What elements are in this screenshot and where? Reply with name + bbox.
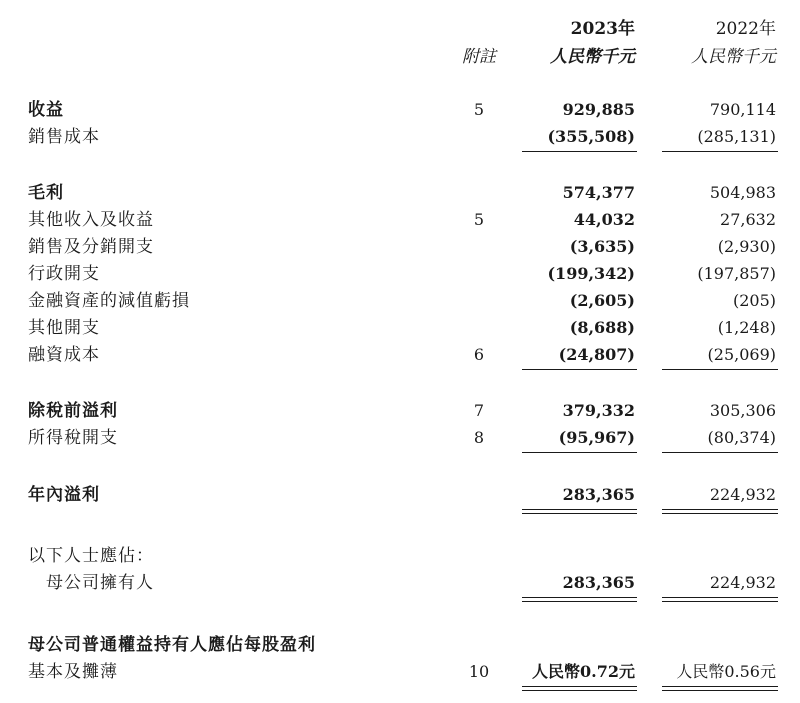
rule-2022-subtotal [662, 151, 778, 152]
row-value-2023-profit-before-tax: 379,332 [562, 401, 635, 420]
row-label-attributable-to: 以下人士應佔： [28, 546, 154, 566]
row-note-revenue: 5 [473, 100, 485, 119]
row-label-gross-profit: 毛利 [28, 183, 64, 203]
row-label-income-tax: 所得稅開支 [28, 428, 118, 448]
row-label-profit-before-tax: 除稅前溢利 [28, 401, 118, 421]
header-currency-2023: 人民幣千元 [550, 47, 635, 67]
rule-2022-subtotal [662, 452, 778, 453]
row-note-other-income: 5 [473, 210, 485, 229]
row-label-finance-costs: 融資成本 [28, 345, 100, 365]
rule-2022-double-top [662, 597, 778, 598]
row-value-2022-eps: 人民幣0.56元 [676, 662, 776, 681]
rule-2023-subtotal [522, 369, 637, 370]
row-label-owners-of-parent: 母公司擁有人 [46, 573, 154, 593]
rule-2022-double-top [662, 509, 778, 510]
rule-2023-double-bottom [522, 601, 637, 602]
row-label-admin-expenses: 行政開支 [28, 264, 100, 284]
row-value-2022-revenue: 790,114 [709, 100, 776, 119]
row-label-cost-of-sales: 銷售成本 [28, 127, 100, 147]
header-year-2022: 2022年 [715, 19, 776, 39]
row-value-2023-impairment: (2,605) [569, 291, 635, 310]
row-value-2023-admin-expenses: (199,342) [547, 264, 635, 283]
rule-2023-subtotal [522, 452, 637, 453]
row-label-selling-expenses: 銷售及分銷開支 [28, 237, 154, 257]
row-value-2022-income-tax: (80,374) [707, 428, 776, 447]
rule-2022-subtotal [662, 369, 778, 370]
row-value-2022-selling-expenses: (2,930) [717, 237, 776, 256]
row-value-2023-other-expenses: (8,688) [569, 318, 635, 337]
row-label-eps-title: 母公司普通權益持有人應佔每股盈利 [28, 635, 316, 655]
row-value-2022-gross-profit: 504,983 [709, 183, 776, 202]
row-value-2023-profit-for-year: 283,365 [562, 485, 635, 504]
row-value-2023-owners-of-parent: 283,365 [562, 573, 635, 592]
row-label-eps-basic-diluted: 基本及攤薄 [28, 662, 118, 682]
row-value-2023-other-income: 44,032 [573, 210, 635, 229]
row-value-2022-finance-costs: (25,069) [707, 345, 776, 364]
row-value-2022-profit-before-tax: 305,306 [709, 401, 776, 420]
rule-2023-double-bottom [522, 513, 637, 514]
row-value-2022-cost-of-sales: (285,131) [697, 127, 776, 146]
row-value-2023-selling-expenses: (3,635) [569, 237, 635, 256]
rule-2022-double-bottom [662, 513, 778, 514]
row-value-2023-gross-profit: 574,377 [562, 183, 635, 202]
header-year-2023: 2023年 [570, 19, 635, 39]
rule-2022-double-bottom [662, 601, 778, 602]
rule-2022-double-bottom [662, 690, 778, 691]
row-value-2023-eps: 人民幣0.72元 [532, 662, 635, 681]
row-value-2022-admin-expenses: (197,857) [697, 264, 776, 283]
header-note: 附註 [462, 47, 496, 67]
row-note-eps: 10 [468, 662, 490, 681]
row-note-finance-costs: 6 [473, 345, 485, 364]
row-value-2022-profit-for-year: 224,932 [709, 485, 776, 504]
header-currency-2022: 人民幣千元 [691, 47, 776, 67]
row-value-2023-revenue: 929,885 [562, 100, 635, 119]
row-label-profit-for-year: 年內溢利 [28, 485, 100, 505]
row-value-2022-owners-of-parent: 224,932 [709, 573, 776, 592]
row-label-other-income: 其他收入及收益 [28, 210, 154, 230]
rule-2022-double-top [662, 686, 778, 687]
rule-2023-double-top [522, 686, 637, 687]
row-note-profit-before-tax: 7 [473, 401, 485, 420]
row-label-impairment: 金融資產的減值虧損 [28, 291, 190, 311]
row-value-2022-other-income: 27,632 [720, 210, 776, 229]
row-value-2022-impairment: (205) [732, 291, 776, 310]
row-value-2023-cost-of-sales: (355,508) [547, 127, 635, 146]
rule-2023-double-bottom [522, 690, 637, 691]
row-label-other-expenses: 其他開支 [28, 318, 100, 338]
row-note-income-tax: 8 [473, 428, 485, 447]
rule-2023-double-top [522, 509, 637, 510]
row-value-2023-income-tax: (95,967) [558, 428, 635, 447]
row-value-2023-finance-costs: (24,807) [558, 345, 635, 364]
row-label-revenue: 收益 [28, 100, 64, 120]
rule-2023-subtotal [522, 151, 637, 152]
rule-2023-double-top [522, 597, 637, 598]
row-value-2022-other-expenses: (1,248) [717, 318, 776, 337]
